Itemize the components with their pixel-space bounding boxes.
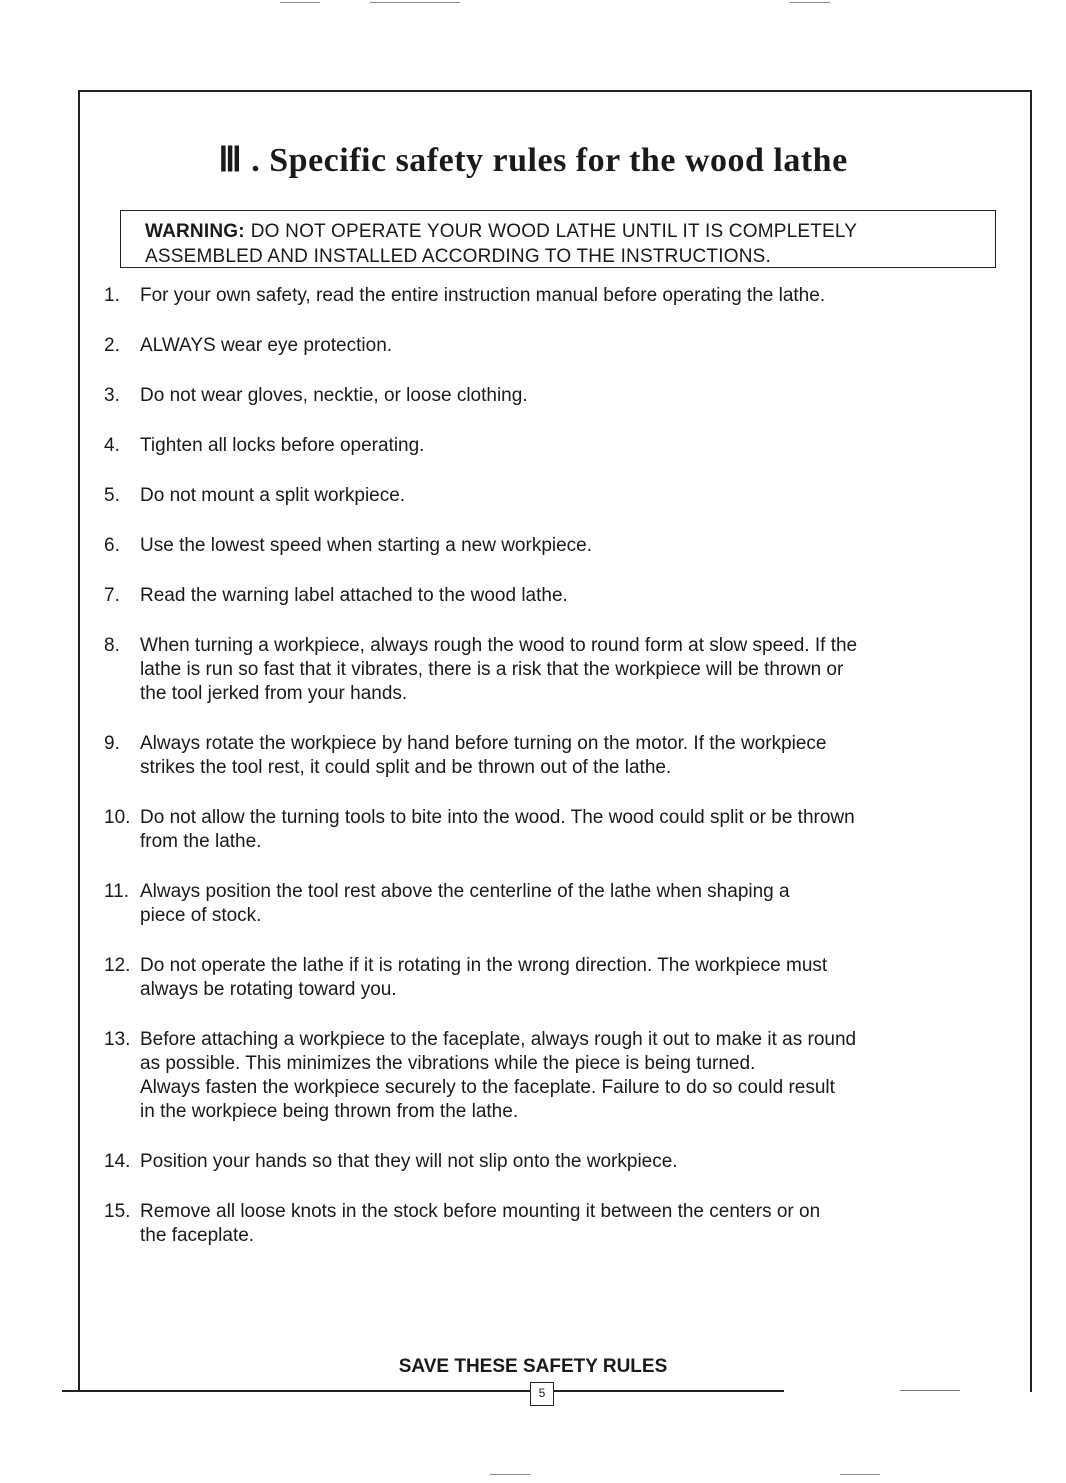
scan-artifact-line — [280, 2, 320, 3]
warning-label: WARNING: — [145, 221, 245, 242]
rule-number: 10. — [104, 807, 131, 828]
rule-text: Do not wear gloves, necktie, or loose clothing. — [140, 385, 528, 406]
scan-artifact-line — [790, 2, 830, 3]
rule-item — [104, 384, 984, 408]
rule-text: When turning a workpiece, always rough the wood to round form at slow speed. If the lathe is run so fast that it vibrates, there is a risk that the workpiece will be thrown or the tool jerked from your hands. — [140, 635, 858, 704]
rule-number: 15. — [104, 1201, 131, 1222]
rule-item — [104, 880, 984, 928]
rule-text: Always rotate the workpiece by hand before turning on the motor. If the workpiece strikes the tool rest, it could split and be thrown out of the lathe. — [140, 733, 827, 778]
rule-text: Do not mount a split workpiece. — [140, 485, 406, 506]
save-rules-footer: SAVE THESE SAFETY RULES — [398, 1356, 668, 1377]
rule-item — [104, 484, 984, 508]
scan-artifact-line — [370, 2, 460, 3]
rule-number: 2. — [104, 335, 120, 356]
rule-text: Do not allow the turning tools to bite into the wood. The wood could split or be thrown from the lathe. — [140, 807, 855, 852]
warning-text-2: ASSEMBLED AND INSTALLED ACCORDING TO THE INSTRUCTIONS. — [145, 246, 771, 267]
rule-item — [104, 732, 984, 780]
rule-number: 14. — [104, 1151, 131, 1172]
warning-line-1 — [145, 219, 995, 244]
bottom-rule — [900, 1390, 960, 1391]
rule-text: Position your hands so that they will not slip onto the workpiece. — [140, 1151, 678, 1172]
rule-number: 12. — [104, 955, 131, 976]
bottom-rule — [554, 1390, 784, 1392]
rule-text: ALWAYS wear eye protection. — [140, 335, 393, 356]
rule-item — [104, 534, 984, 558]
rule-number: 5. — [104, 485, 120, 506]
rule-item — [104, 584, 984, 608]
rule-text: Read the warning label attached to the wood lathe. — [140, 585, 568, 606]
rule-number: 8. — [104, 635, 120, 656]
warning-text-1: DO NOT OPERATE YOUR WOOD LATHE UNTIL IT IS COMPLETELY — [250, 221, 858, 242]
rule-number: 4. — [104, 435, 120, 456]
rule-text: Tighten all locks before operating. — [140, 435, 425, 456]
rule-number: 13. — [104, 1029, 131, 1050]
rule-item — [104, 806, 984, 854]
rule-item — [104, 284, 984, 308]
rule-item — [104, 1028, 984, 1124]
rule-number: 7. — [104, 585, 120, 606]
rule-number: 1. — [104, 285, 120, 306]
rule-text: Before attaching a workpiece to the faceplate, always rough it out to make it as round as possible. This minimizes the vibrations while the piece is being turned. Always fasten the workpiece securely to the faceplate. Failure to do so could result in the workpiece being thrown from the lathe. — [140, 1029, 857, 1122]
safety-rules-list — [104, 284, 984, 1274]
rule-number: 3. — [104, 385, 120, 406]
rule-text: Do not operate the lathe if it is rotating in the wrong direction. The workpiece must always be rotating toward you. — [140, 955, 828, 1000]
rule-number: 6. — [104, 535, 120, 556]
warning-box — [120, 210, 996, 268]
rule-item — [104, 334, 984, 358]
rule-item — [104, 954, 984, 1002]
rule-text: Always position the tool rest above the centerline of the lathe when shaping a piece of stock. — [140, 881, 790, 926]
bottom-rule — [62, 1390, 530, 1392]
rule-text: For your own safety, read the entire instruction manual before operating the lathe. — [140, 285, 826, 306]
scan-artifact-line — [840, 1474, 880, 1475]
rule-item — [104, 634, 984, 706]
rule-text: Remove all loose knots in the stock before mounting it between the centers or on the faceplate. — [140, 1201, 821, 1246]
page-title: Ⅲ . Specific safety rules for the wood lathe — [218, 142, 848, 179]
rule-text: Use the lowest speed when starting a new workpiece. — [140, 535, 593, 556]
rule-item — [104, 1150, 984, 1174]
scan-artifact-line — [490, 1474, 530, 1475]
rule-number: 11. — [104, 881, 130, 902]
page-number: 5 — [530, 1382, 554, 1406]
rule-number: 9. — [104, 733, 120, 754]
rule-item — [104, 434, 984, 458]
rule-item — [104, 1200, 984, 1248]
